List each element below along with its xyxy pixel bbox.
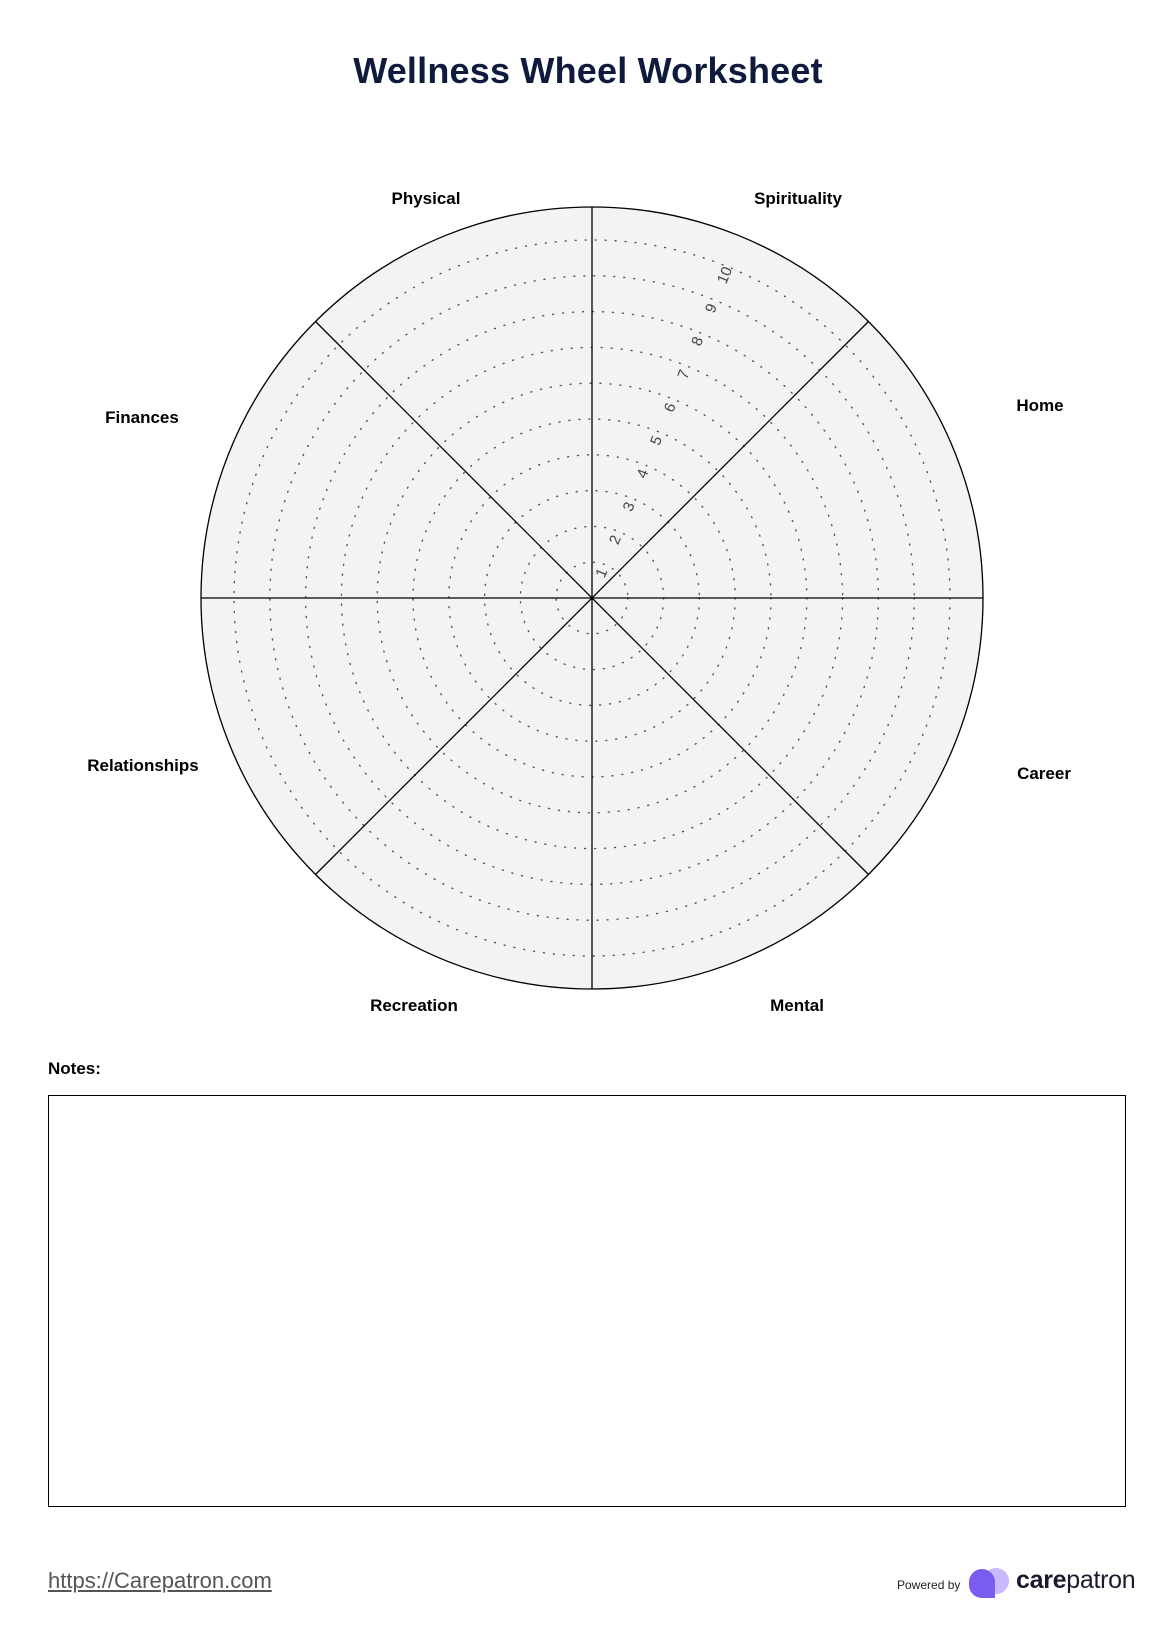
- scale-number: 6: [660, 400, 680, 415]
- footer-link[interactable]: https://Carepatron.com: [48, 1568, 272, 1593]
- segment-label-spirituality: Spirituality: [754, 189, 842, 208]
- scale-number: 7: [674, 367, 694, 382]
- brand-prefix: care: [1016, 1566, 1067, 1594]
- carepatron-logo-icon: [965, 1566, 1013, 1600]
- segment-label-mental: Mental: [770, 996, 824, 1015]
- scale-number: 9: [701, 301, 721, 316]
- segment-label-physical: Physical: [391, 189, 461, 208]
- scale-number: 1: [592, 565, 612, 581]
- segment-label-finances: Finances: [105, 408, 179, 427]
- scale-number: 3: [619, 499, 639, 514]
- notes-label: Notes:: [48, 1059, 101, 1078]
- scale-number: 5: [647, 433, 667, 448]
- scale-number: 10: [714, 264, 737, 287]
- scale-number: 4: [633, 466, 653, 481]
- segment-label-relationships: Relationships: [87, 756, 199, 775]
- wheel-spokes: [201, 207, 983, 989]
- page-title: Wellness Wheel Worksheet: [353, 50, 823, 91]
- segment-label-career: Career: [1017, 764, 1071, 783]
- brand-name: [1016, 1566, 1135, 1595]
- segment-label-recreation: Recreation: [370, 996, 458, 1015]
- notes-box[interactable]: [48, 1095, 1126, 1507]
- segment-label-home: Home: [1016, 396, 1064, 415]
- brand-suffix: patron: [1066, 1566, 1136, 1594]
- scale-number: 2: [606, 532, 625, 548]
- scale-number: 8: [688, 334, 708, 349]
- powered-by-text: Powered by: [897, 1578, 961, 1592]
